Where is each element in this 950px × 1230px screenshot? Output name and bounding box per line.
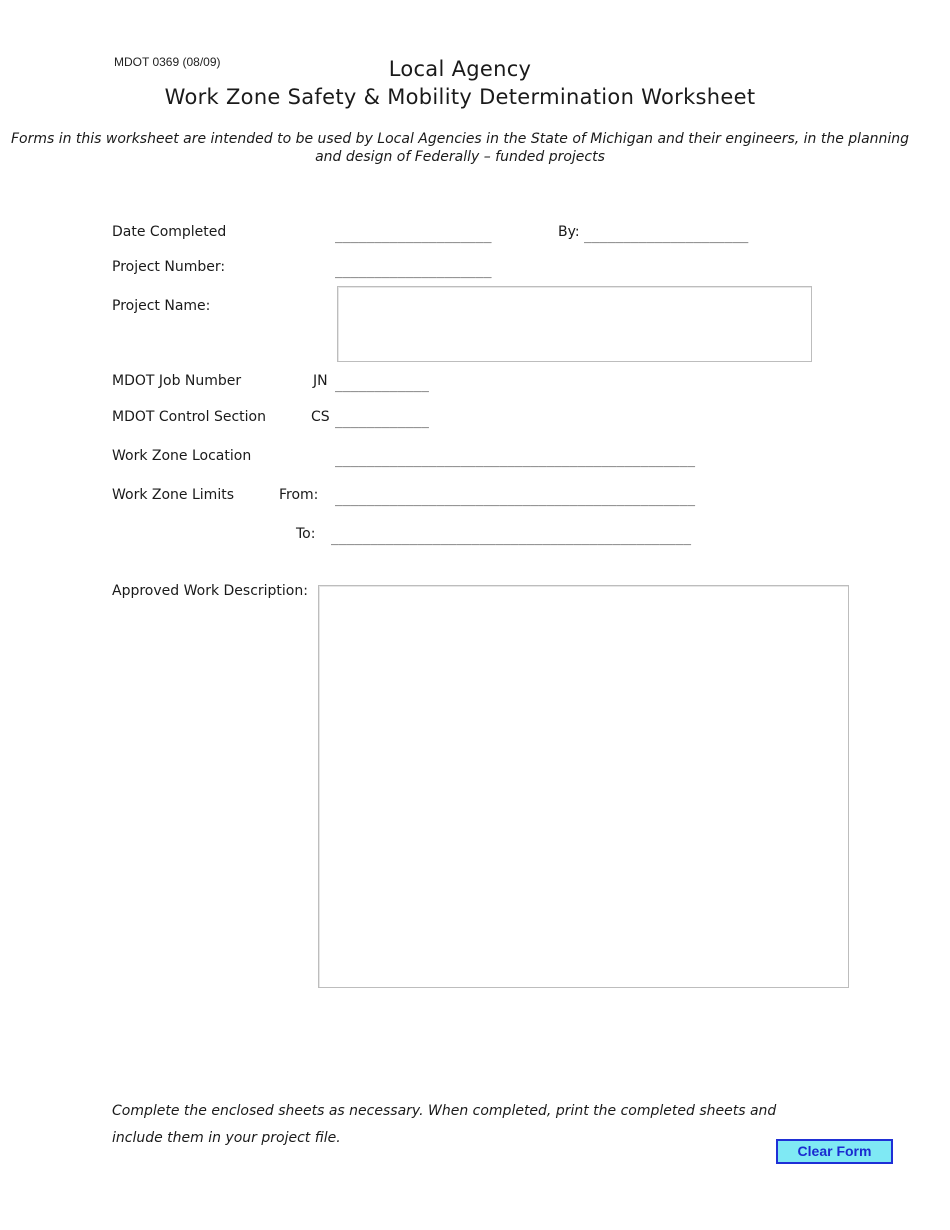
page-title-line1: Local Agency (388, 57, 532, 81)
form-code: MDOT 0369 (08/09) (114, 55, 221, 69)
control-section-field[interactable]: ____________ (335, 414, 429, 429)
project-name-label: Project Name: (112, 298, 211, 314)
clear-form-button[interactable]: Clear Form (776, 1139, 893, 1164)
job-number-label: MDOT Job Number (112, 373, 242, 389)
work-zone-location-field[interactable]: ______________________________________________ (335, 453, 696, 468)
limits-from-label: From: (279, 487, 319, 503)
project-number-field[interactable]: ____________________ (335, 264, 492, 279)
intro-text: Forms in this worksheet are intended to be used by Local Agencies in the State of Michigan and their engineers, in the planning and design of Federally – funded projects (10, 131, 910, 165)
limits-to-label: To: (296, 526, 316, 542)
work-description-input[interactable] (318, 585, 849, 988)
control-section-prefix: CS (311, 409, 330, 425)
date-completed-field[interactable]: ____________________ (335, 229, 492, 244)
control-section-label: MDOT Control Section (112, 409, 266, 425)
page-title-line2: Work Zone Safety & Mobility Determination Worksheet (164, 85, 756, 109)
limits-from-field[interactable]: ______________________________________________ (335, 492, 696, 507)
limits-to-field[interactable]: ______________________________________________ (331, 531, 692, 546)
by-label: By: (558, 224, 580, 240)
job-number-prefix: JN (313, 373, 328, 389)
work-zone-limits-label: Work Zone Limits (112, 487, 234, 503)
project-name-input[interactable] (337, 286, 812, 362)
footer-note: Complete the enclosed sheets as necessary. When completed, print the completed sheets and include them in your project file. (112, 1103, 777, 1146)
work-description-label: Approved Work Description: (112, 583, 308, 599)
work-zone-location-label: Work Zone Location (112, 448, 252, 464)
by-field[interactable]: _____________________ (584, 229, 749, 244)
job-number-field[interactable]: ____________ (335, 378, 429, 393)
project-number-label: Project Number: (112, 259, 226, 275)
date-completed-label: Date Completed (112, 224, 227, 240)
